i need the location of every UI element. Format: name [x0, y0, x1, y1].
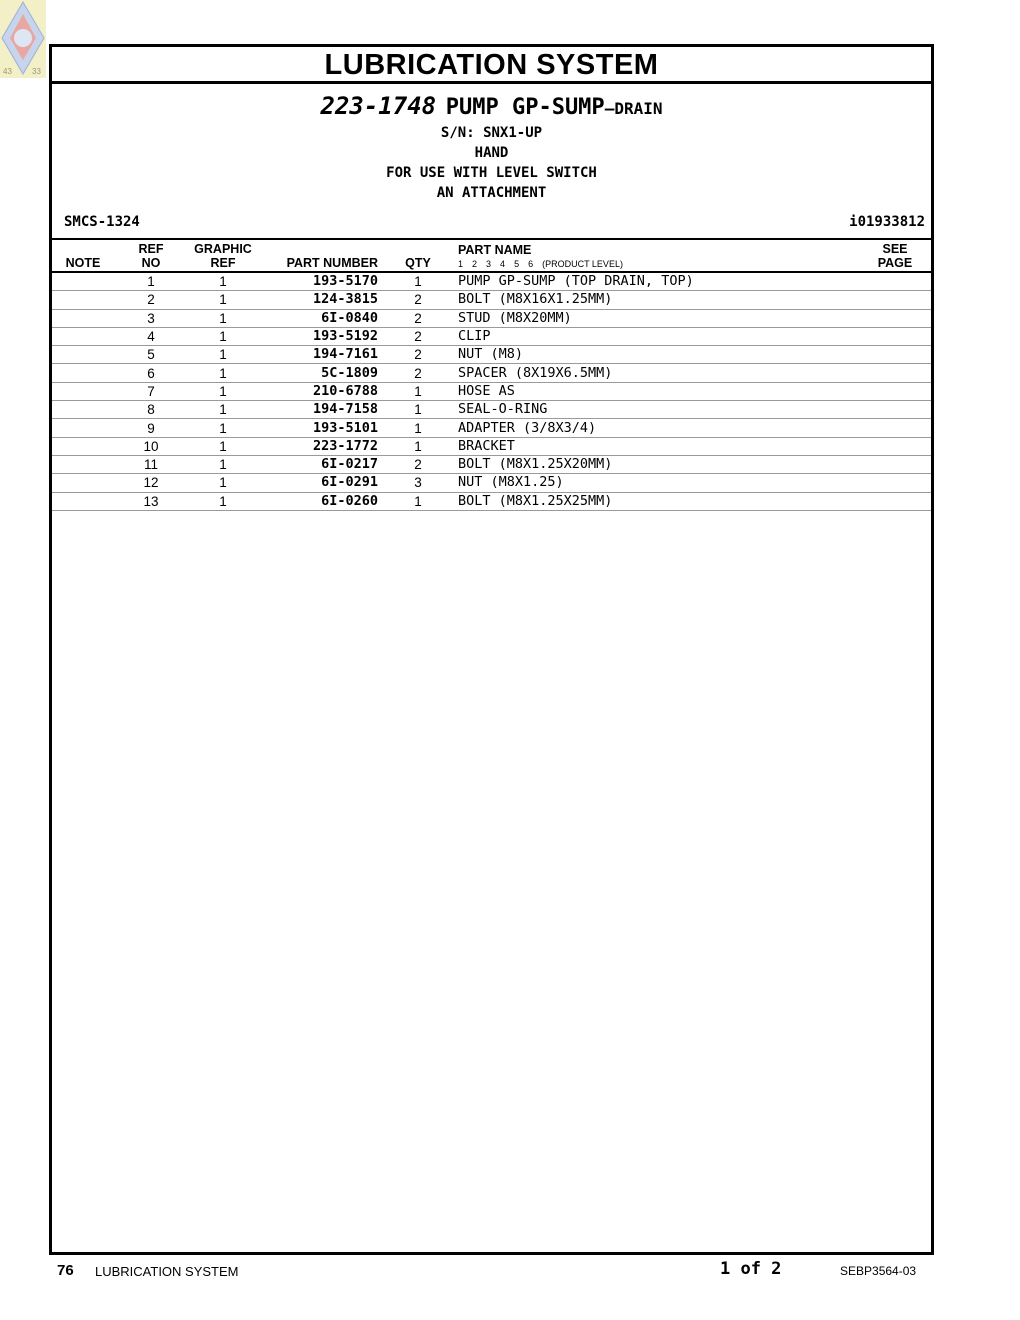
serial-range: S/N: SNX1-UP [440, 125, 543, 141]
document-number: SEBP3564-03 [840, 1264, 917, 1278]
header-line-4: AN ATTACHMENT [436, 185, 547, 201]
qty: 1 [378, 437, 458, 455]
col-graphic-top: GRAPHIC [194, 242, 252, 256]
qty: 2 [378, 309, 458, 327]
part-name: BOLT (M8X1.25X25MM) [458, 492, 859, 510]
group-part-number: 223-1748 [320, 92, 437, 120]
parts-table [52, 238, 931, 511]
part-number: 6I-0260 [258, 492, 378, 510]
product-level-4: 4 [500, 259, 506, 269]
part-header [52, 92, 931, 238]
product-level-3: 3 [486, 259, 492, 269]
product-level-6: 6 [528, 259, 534, 269]
illustration-id: i01933812 [849, 214, 925, 230]
qty: 2 [378, 455, 458, 473]
ref-no: 2 [114, 291, 188, 309]
qty: 1 [378, 401, 458, 419]
part-number: 193-5101 [258, 419, 378, 437]
ref-no: 5 [114, 346, 188, 364]
table-row [52, 272, 931, 291]
graphic-ref: 1 [188, 346, 258, 364]
page-footer [0, 1258, 1020, 1282]
product-level-label: (PRODUCT LEVEL) [542, 259, 623, 269]
graphic-ref: 1 [188, 401, 258, 419]
part-name: BOLT (M8X1.25X20MM) [458, 455, 859, 473]
product-levels [458, 259, 859, 270]
col-ref-bottom: NO [141, 256, 161, 270]
part-number: 210-6788 [258, 382, 378, 400]
part-number: 5C-1809 [258, 364, 378, 382]
qty: 1 [378, 492, 458, 510]
graphic-ref: 1 [188, 309, 258, 327]
col-part-number: PART NUMBER [258, 239, 378, 272]
ref-no: 11 [114, 455, 188, 473]
graphic-ref: 1 [188, 437, 258, 455]
part-number: 194-7161 [258, 346, 378, 364]
table-row [52, 291, 931, 309]
qty: 1 [378, 272, 458, 291]
publisher-logo [0, 0, 46, 78]
col-ref-top: REF [138, 242, 164, 256]
part-name: SEAL-O-RING [458, 401, 859, 419]
graphic-ref: 1 [188, 291, 258, 309]
col-graphic-ref [188, 239, 258, 272]
col-part-name [458, 239, 859, 272]
svg-text:43: 43 [3, 67, 12, 76]
graphic-ref: 1 [188, 382, 258, 400]
ref-no: 8 [114, 401, 188, 419]
qty: 1 [378, 419, 458, 437]
qty: 2 [378, 291, 458, 309]
col-ref-no [114, 239, 188, 272]
graphic-ref: 1 [188, 492, 258, 510]
part-name: BOLT (M8X16X1.25MM) [458, 291, 859, 309]
table-row [52, 437, 931, 455]
table-row [52, 364, 931, 382]
part-name: HOSE AS [458, 382, 859, 400]
part-number: 194-7158 [258, 401, 378, 419]
graphic-ref: 1 [188, 327, 258, 345]
part-name: CLIP [458, 327, 859, 345]
part-name: NUT (M8) [458, 346, 859, 364]
graphic-ref: 1 [188, 455, 258, 473]
product-level-5: 5 [514, 259, 520, 269]
smcs-code: SMCS-1324 [64, 214, 140, 230]
group-part-suffix: –DRAIN [604, 99, 663, 118]
col-qty: QTY [378, 239, 458, 272]
part-name: BRACKET [458, 437, 859, 455]
table-row [52, 419, 931, 437]
table-row [52, 401, 931, 419]
col-graphic-bottom: REF [210, 256, 236, 270]
part-number: 124-3815 [258, 291, 378, 309]
ref-no: 12 [114, 474, 188, 492]
footer-section: LUBRICATION SYSTEM [95, 1264, 239, 1279]
ref-no: 13 [114, 492, 188, 510]
ref-no: 4 [114, 327, 188, 345]
ref-no: 3 [114, 309, 188, 327]
col-part-name-label: PART NAME [458, 243, 532, 257]
part-number: 6I-0840 [258, 309, 378, 327]
qty: 2 [378, 346, 458, 364]
ref-no: 6 [114, 364, 188, 382]
graphic-ref: 1 [188, 364, 258, 382]
part-number: 6I-0291 [258, 474, 378, 492]
ref-no: 7 [114, 382, 188, 400]
svg-text:33: 33 [32, 67, 41, 76]
section-title: LUBRICATION SYSTEM [52, 47, 931, 84]
table-row [52, 327, 931, 345]
product-level-2: 2 [472, 259, 478, 269]
part-name: ADAPTER (3/8X3/4) [458, 419, 859, 437]
part-number: 223-1772 [258, 437, 378, 455]
part-name: PUMP GP-SUMP (TOP DRAIN, TOP) [458, 272, 859, 291]
part-number: 6I-0217 [258, 455, 378, 473]
table-row [52, 346, 931, 364]
part-name: NUT (M8X1.25) [458, 474, 859, 492]
table-row [52, 309, 931, 327]
page-of: 1 of 2 [720, 1259, 782, 1279]
part-name: SPACER (8X19X6.5MM) [458, 364, 859, 382]
part-number: 193-5192 [258, 327, 378, 345]
col-note: NOTE [52, 239, 114, 272]
page-number: 76 [57, 1262, 74, 1279]
part-number: 193-5170 [258, 272, 378, 291]
qty: 1 [378, 382, 458, 400]
table-row [52, 382, 931, 400]
graphic-ref: 1 [188, 272, 258, 291]
qty: 3 [378, 474, 458, 492]
header-line-2: HAND [474, 145, 509, 161]
table-row [52, 492, 931, 510]
graphic-ref: 1 [188, 474, 258, 492]
part-name: STUD (M8X20MM) [458, 309, 859, 327]
table-header-row [52, 239, 931, 272]
ref-no: 10 [114, 437, 188, 455]
table-row [52, 455, 931, 473]
group-part-name: PUMP GP-SUMP [445, 95, 605, 120]
qty: 2 [378, 364, 458, 382]
header-line-3: FOR USE WITH LEVEL SWITCH [386, 165, 597, 181]
col-see-bottom: PAGE [877, 256, 913, 270]
product-level-1: 1 [458, 259, 464, 269]
graphic-ref: 1 [188, 419, 258, 437]
table-row [52, 474, 931, 492]
col-see-page [859, 239, 931, 272]
ref-no: 1 [114, 272, 188, 291]
parts-page-frame [49, 44, 934, 1255]
part-header-line [52, 92, 931, 123]
col-see-top: SEE [882, 242, 908, 256]
qty: 2 [378, 327, 458, 345]
ref-no: 9 [114, 419, 188, 437]
